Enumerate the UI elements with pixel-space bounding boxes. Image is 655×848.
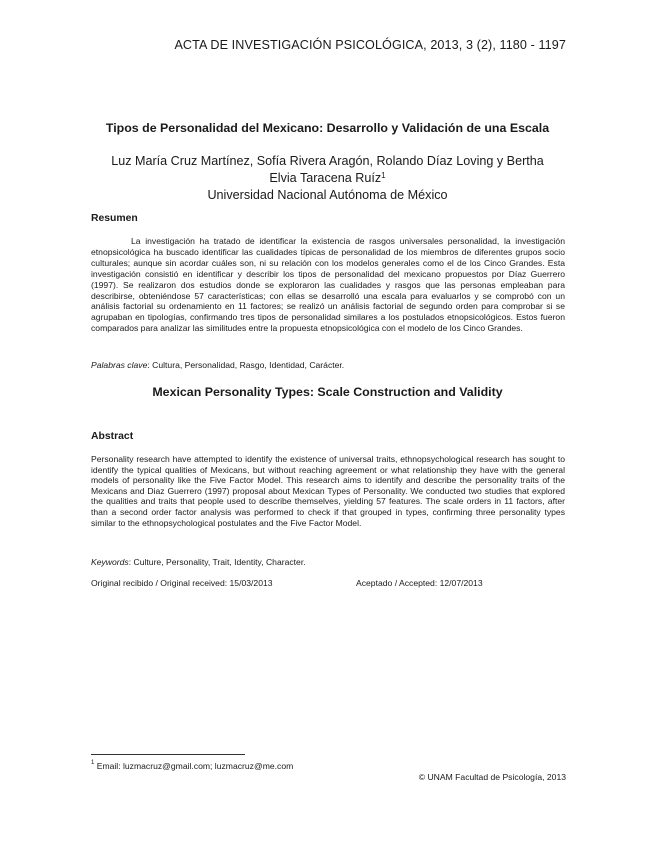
spanish-keywords-label: Palabras clave: [91, 360, 148, 370]
spanish-keywords-text: : Cultura, Personalidad, Rasgo, Identidad, Carácter.: [147, 360, 345, 370]
author-footnote-mark: 1: [381, 171, 386, 180]
resumen-heading: Resumen: [91, 213, 138, 224]
author-name: Elvia Taracena Ruíz: [269, 171, 382, 185]
abstract-text: Personality research have attempted to identify the existence of universal traits, ethnopsychological research has sought to identify the typical qualities of Mexicans, but without reaching agreement or what relationship they have with the general models of personality like the Five Factor Model. This research aims to identify and describe the personality traits of the Mexicans and Diaz Guerrero (1997) proposal about Mexican Types of Personality. We conducted two studies that explored the qualities and traits that people used to describe themselves, yielding 57 features. The scale orders in 11 factors, after than a second order factor analysis was performed to check if that grouped in types, confirming three personality types similar to the ethnopsychological postulates and the Five Factor Model.: [91, 454, 565, 528]
authors-line-2: [80, 170, 575, 187]
affiliation: Universidad Nacional Autónoma de México: [207, 188, 448, 202]
footnote-divider: [91, 754, 245, 755]
english-keywords: [91, 557, 565, 567]
copyright: © UNAM Facultad de Psicología, 2013: [418, 772, 566, 782]
footnote-mark: 1: [91, 760, 95, 766]
abstract-heading: Abstract: [91, 431, 134, 442]
english-keywords-text: : Culture, Personality, Trait, Identity, Character.: [128, 557, 306, 567]
english-keywords-label: Keywords: [91, 557, 129, 567]
accepted-date: Aceptado / Accepted: 12/07/2013: [356, 578, 483, 588]
footnote: [91, 761, 293, 771]
authors-line-1: Luz María Cruz Martínez, Sofía Rivera Aragón, Rolando Díaz Loving y Bertha: [111, 154, 544, 168]
journal-header: ACTA DE INVESTIGACIÓN PSICOLÓGICA, 2013, 3 (2), 1180 - 1197: [174, 38, 566, 52]
resumen-text: La investigación ha tratado de identificar la existencia de rasgos universales personalidad, la investigación etnopsicológica ha buscado identificar las cualidades típicas de personalidad de los miembros de diferentes grupos socio culturales; aunque sin acordar cuáles son, ni su relación con los modelos generales como el de los Cinco Grandes. Esta investigación consistió en identificar y describir los tipos de personalidad del mexicano propuestos por Díaz Guerrero (1997). Se realizaron dos estudios donde se exploraron las cualidades y rasgos que las personas empleaban para describirse, obteniéndose 57 características; con ellas se desarrolló una escala para evaluarlos y se comprobó con un análisis factorial su ordenamiento en 11 factores; se realizó un análisis factorial de segundo orden para comprobar si se agrupaban en tipologías, confirmando tres tipos de personalidad similares a los postulados etnopsicológicos. Estos fueron comparados para analizar las similitudes entre la propuesta etnopsicológica con el modelo de los Cinco Grandes.: [91, 236, 565, 334]
footnote-email: Email: luzmacruz@gmail.com; luzmacruz@me.com: [94, 761, 294, 771]
authors-block: [80, 153, 575, 204]
spanish-keywords: [91, 360, 565, 370]
english-title: Mexican Personality Types: Scale Construction and Validity: [152, 385, 503, 399]
spanish-title: Tipos de Personalidad del Mexicano: Desarrollo y Validación de una Escala: [105, 121, 550, 135]
received-date: Original recibido / Original received: 15/03/2013: [91, 578, 273, 588]
